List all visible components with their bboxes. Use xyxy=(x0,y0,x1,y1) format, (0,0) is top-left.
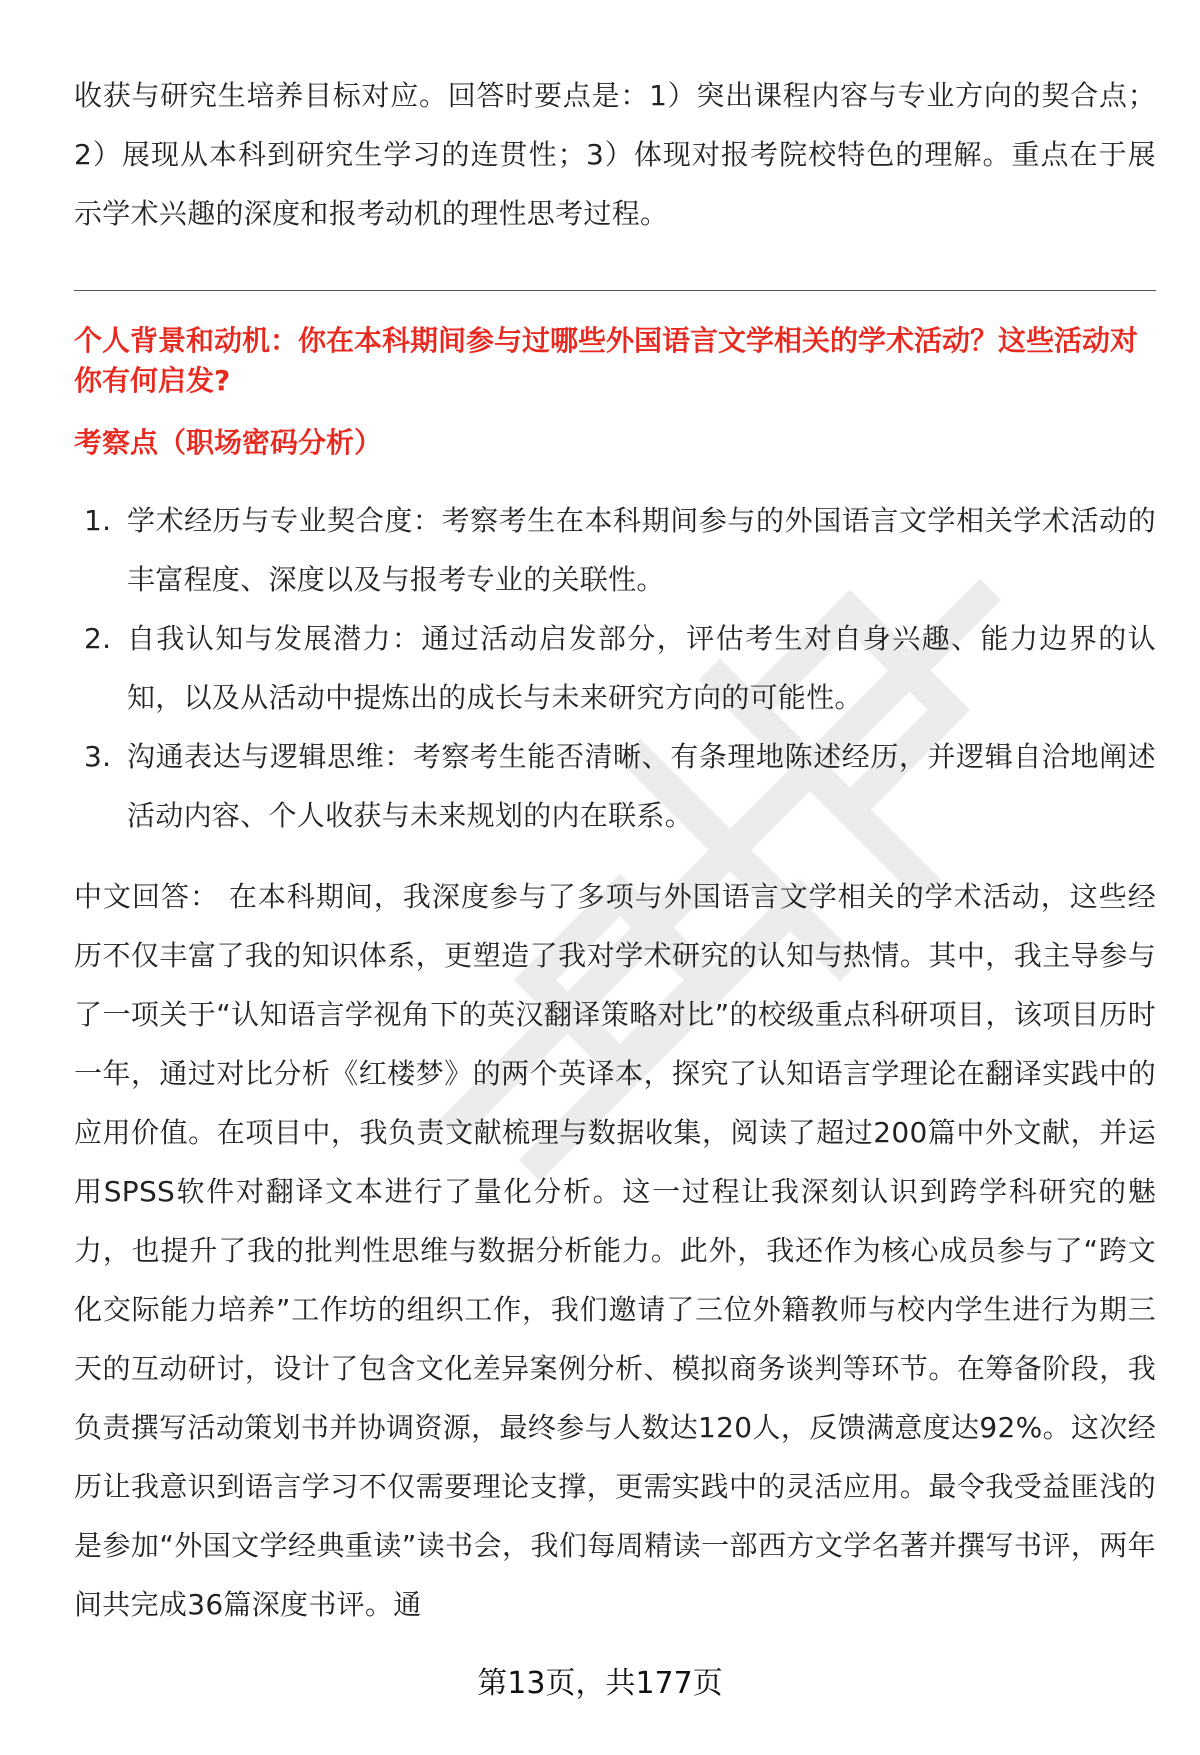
key-points-list xyxy=(74,491,1156,845)
section-divider xyxy=(74,290,1156,291)
section-title: 考察点（职场密码分析） xyxy=(74,426,383,459)
answer-paragraph: 中文回答： 在本科期间，我深度参与了多项与外国语言文学相关的学术活动，这些经历不仅丰富了我的知识体系，更塑造了我对学术研究的认知与热情。其中，我主导参与了一项关于“认知语言学视角下的英汉翻译策略对比”的校级重点科研项目，该项目历时一年，通过对比分析《红楼梦》的两个英译本，探究了认知语言学理论在翻译实践中的应用价值。在项目中，我负责文献梳理与数据收集，阅读了超过200篇中外文献，并运用SPSS软件对翻译文本进行了量化分析。这一过程让我深刻认识到跨学科研究的魅力，也提升了我的批判性思维与数据分析能力。此外，我还作为核心成员参与了“跨文化交际能力培养”工作坊的组织工作，我们邀请了三位外籍教师与校内学生进行为期三天的互动研讨，设计了包含文化差异案例分析、模拟商务谈判等环节。在筹备阶段，我负责撰写活动策划书并协调资源，最终参与人数达120人，反馈满意度达92%。这次经历让我意识到语言学习不仅需要理论支撑，更需实践中的灵活应用。最令我受益匪浅的是参加“外国文学经典重读”读书会，我们每周精读一部西方文学名著并撰写书评，两年间共完成36篇深度书评。通 xyxy=(74,880,1156,1621)
list-item-text: 自我认知与发展潜力：通过活动启发部分，评估考生对自身兴趣、能力边界的认知，以及从活动中提炼出的成长与未来研究方向的可能性。 xyxy=(127,622,1156,714)
list-item xyxy=(74,491,1156,609)
list-item xyxy=(74,727,1156,845)
list-item-text: 学术经历与专业契合度：考察考生在本科期间参与的外国语言文学相关学术活动的丰富程度、深度以及与报考专业的关联性。 xyxy=(127,504,1156,596)
list-item-number: 1. xyxy=(84,504,112,537)
list-item-text: 沟通表达与逻辑思维：考察考生能否清晰、有条理地陈述经历，并逻辑自洽地阐述活动内容、个人收获与未来规划的内在联系。 xyxy=(127,740,1156,832)
intro-paragraph: 收获与研究生培养目标对应。回答时要点是：1）突出课程内容与专业方向的契合点；2）展现从本科到研究生学习的连贯性；3）体现对报考院校特色的理解。重点在于展示学术兴趣的深度和报考动机的理性思考过程。 xyxy=(74,79,1156,230)
list-item-number: 2. xyxy=(84,622,112,655)
list-item xyxy=(74,609,1156,727)
question-heading: 个人背景和动机：你在本科期间参与过哪些外国语言文学相关的学术活动？这些活动对你有何启发? xyxy=(74,324,1139,397)
page-number-footer: 第13页，共177页 xyxy=(477,1666,723,1701)
document-page xyxy=(74,66,1156,1634)
list-item-number: 3. xyxy=(84,740,112,773)
